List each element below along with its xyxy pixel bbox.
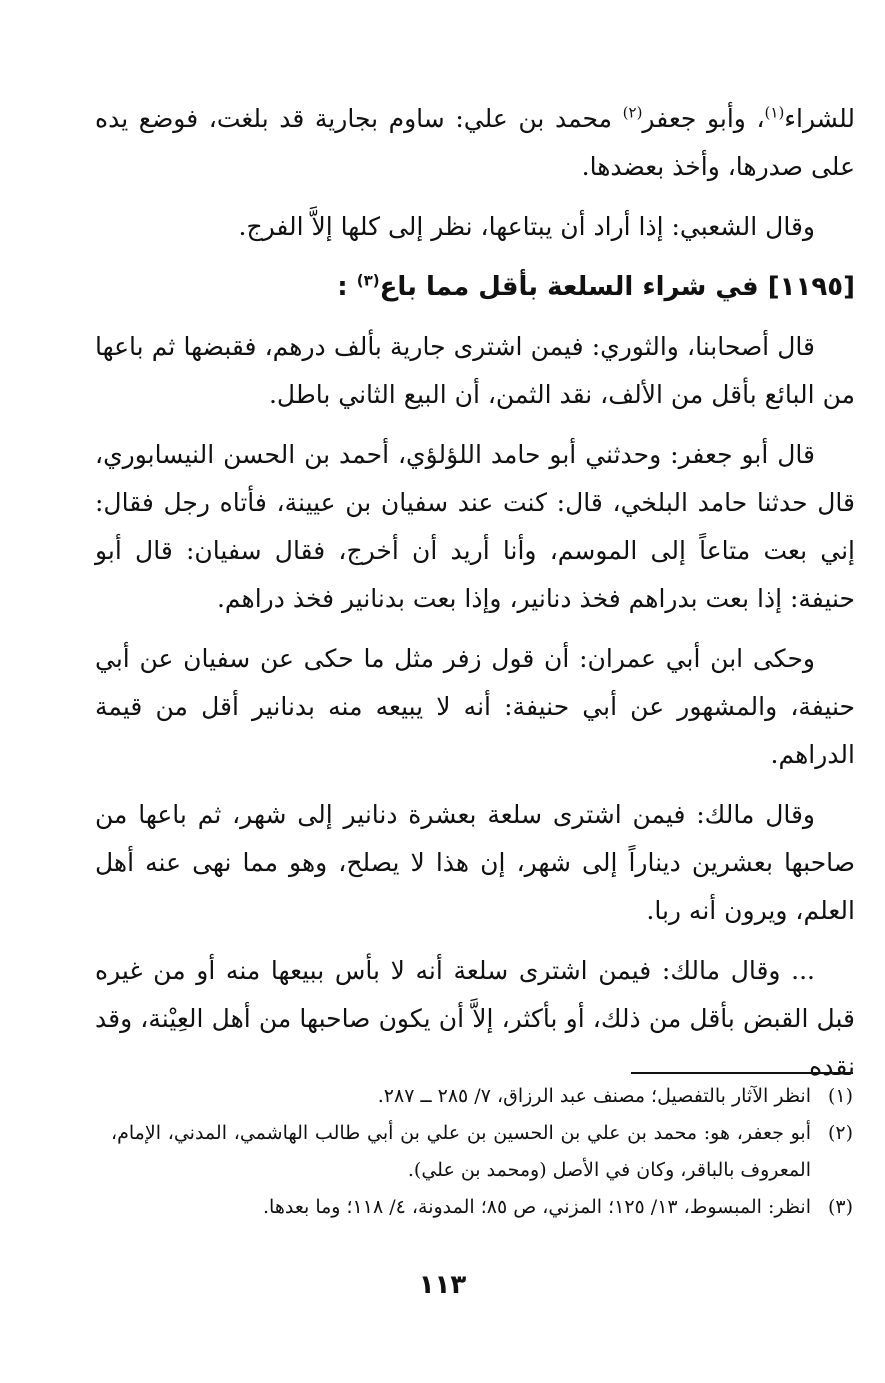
page-body: [95, 95, 855, 1103]
footnote-ref-2[interactable]: (٢): [622, 103, 643, 122]
paragraph-7: ... وقال مالك: فيمن اشترى سلعة أنه لا بأس ببيعها منه أو من غيره قبل القبض بأقل من ذلك، أو بأكثر، إلاَّ أن يكون صاحبها من أهل العِيْنة، وقد نقده: [95, 956, 855, 1081]
paragraph-6: وقال مالك: فيمن اشترى سلعة بعشرة دنانير إلى شهر، ثم باعها من صاحبها بعشرين ديناراً إلى شهر، إن هذا لا يصلح، وهو مما نهى عنه أهل العلم، ويرون أنه ربا.: [95, 800, 855, 925]
footnote-text: انظر: المبسوط، ١٣/ ١٢٥؛ المزني، ص ٨٥؛ المدونة، ٤/ ١١٨؛ وما بعدها.: [263, 1196, 811, 1218]
page-number: ١١٣: [418, 1270, 467, 1300]
footnote-1: [111, 1078, 853, 1115]
paragraph-text: للشراء: [784, 104, 855, 133]
paragraph-5: وحكى ابن أبي عمران: أن قول زفر مثل ما حكى عن سفيان عن أبي حنيفة، والمشهور عن أبي حنيفة: أنه لا يبيعه منه بدنانير أقل من قيمة الدراهم.: [95, 644, 855, 769]
footnote-2: [111, 1115, 853, 1189]
footnote-number: (٣): [827, 1196, 853, 1218]
paragraph-2: وقال الشعبي: إذا أراد أن يبتاعها، نظر إلى كلها إلاَّ الفرج.: [238, 212, 815, 241]
section-number: [١١٩٥]: [767, 272, 855, 302]
paragraph-4: قال أبو جعفر: وحدثني أبو حامد اللؤلؤي، أحمد بن الحسن النيسابوري، قال حدثنا حامد البلخي، قال: كنت عند سفيان بن عيينة، فأتاه رجل فقال: إني بعت متاعاً إلى الموسم، وأنا أريد أن أخرج، فقال سفيان: قال أبو حنيفة: إذا بعت بدراهم فخذ دنانير، وإذا بعت بدنانير فخذ دراهم.: [95, 440, 855, 613]
paragraph-text: ، وأبو جعفر: [642, 104, 765, 133]
section-heading: [95, 263, 855, 311]
footnote-number: (٢): [827, 1122, 853, 1144]
footnote-number: (١): [827, 1085, 853, 1107]
footnote-3: [111, 1189, 853, 1226]
section-tail: :: [337, 272, 357, 302]
footnote-divider: [631, 1072, 853, 1074]
section-title: في شراء السلعة بأقل مما باع: [379, 272, 768, 302]
paragraph-text: محمد بن علي: ساوم بجارية قد بلغت، فوضع يده على صدرها، وأخذ بعضدها.: [95, 104, 855, 181]
footnote-ref-3[interactable]: (٣): [356, 271, 380, 290]
paragraph-1: [95, 95, 855, 191]
paragraph-3: قال أصحابنا، والثوري: فيمن اشترى جارية بألف درهم، فقبضها ثم باعها من البائع بأقل من الألف، نقد الثمن، أن البيع الثاني باطل.: [95, 332, 855, 409]
footnote-text: انظر الآثار بالتفصيل؛ مصنف عبد الرزاق، ٧/ ٢٨٥ ــ ٢٨٧.: [377, 1085, 811, 1107]
footnote-ref-1[interactable]: (١): [764, 103, 785, 122]
footnote-text: أبو جعفر، هو: محمد بن علي بن الحسين بن علي بن أبي طالب الهاشمي، المدني، الإمام، المعروف بالباقر، وكان في الأصل (ومحمد بن علي).: [111, 1122, 811, 1181]
footnotes: [111, 1078, 853, 1226]
